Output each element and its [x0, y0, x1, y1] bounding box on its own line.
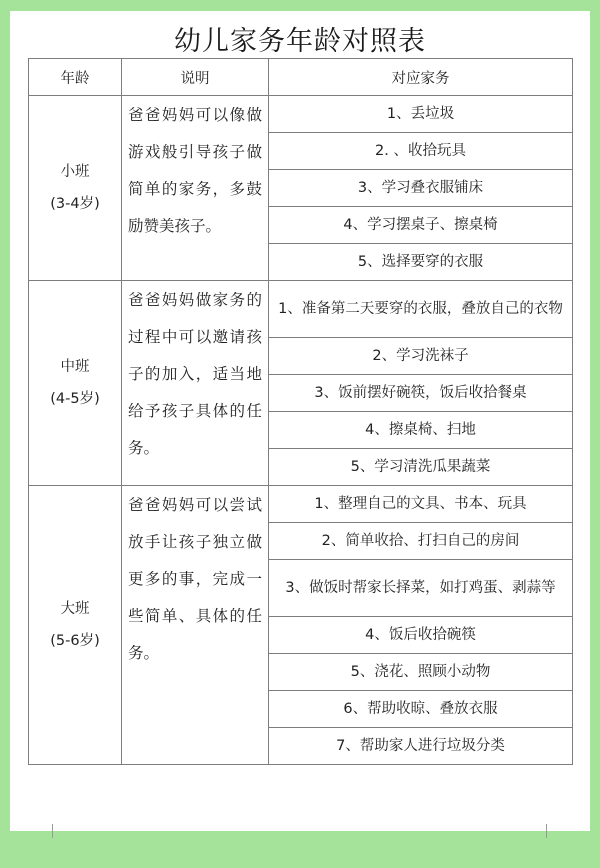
header-description: 说明: [122, 59, 269, 96]
group-middle-class: [29, 281, 573, 486]
page-title: 幼儿家务年龄对照表: [174, 26, 426, 57]
table-row: [29, 486, 573, 523]
task-item: 5、浇花、照顾小动物: [269, 654, 573, 691]
task-item: 4、学习摆桌子、擦桌椅: [269, 207, 573, 244]
description-cell: 爸爸妈妈可以像做游戏般引导孩子做简单的家务，多鼓励赞美孩子。: [122, 96, 269, 281]
description-cell: 爸爸妈妈做家务的过程中可以邀请孩子的加入，适当地给予孩子具体的任务。: [122, 281, 269, 486]
task-item: 2. 、收拾玩具: [269, 133, 573, 170]
task-item: 4、饭后收拾碗筷: [269, 617, 573, 654]
age-range: (4-5岁): [50, 391, 100, 407]
task-item: 3、做饭时帮家长择菜，如打鸡蛋、剥蒜等: [269, 560, 573, 617]
task-item: 5、学习清洗瓜果蔬菜: [269, 449, 573, 486]
age-cell: [29, 281, 122, 486]
table-row: [29, 96, 573, 133]
bottom-tick-mark: [52, 824, 53, 838]
age-range: (5-6岁): [50, 633, 100, 649]
age-range: (3-4岁): [50, 196, 100, 212]
header-age: 年龄: [29, 59, 122, 96]
class-name: 小班: [60, 164, 90, 180]
group-large-class: [29, 486, 573, 765]
task-item: 4、擦桌椅、扫地: [269, 412, 573, 449]
bottom-tick-mark: [546, 824, 547, 838]
task-item: 6、帮助收晾、叠放衣服: [269, 691, 573, 728]
chores-table: [28, 58, 573, 765]
task-item: 1、丢垃圾: [269, 96, 573, 133]
task-item: 2、学习洗袜子: [269, 338, 573, 375]
age-cell: [29, 96, 122, 281]
task-item: 2、简单收拾、打扫自己的房间: [269, 523, 573, 560]
task-item: 1、整理自己的文具、书本、玩具: [269, 486, 573, 523]
header-row: [29, 59, 573, 96]
class-name: 大班: [60, 601, 90, 617]
task-item: 1、准备第二天要穿的衣服，叠放自己的衣物: [269, 281, 573, 338]
header-tasks: 对应家务: [269, 59, 573, 96]
description-cell: 爸爸妈妈可以尝试放手让孩子独立做更多的事，完成一些简单、具体的任务。: [122, 486, 269, 765]
task-item: 3、学习叠衣服铺床: [269, 170, 573, 207]
document-sheet: [10, 11, 590, 831]
table-row: [29, 281, 573, 338]
age-cell: [29, 486, 122, 765]
task-item: 5、选择要穿的衣服: [269, 244, 573, 281]
task-item: 7、帮助家人进行垃圾分类: [269, 728, 573, 765]
group-small-class: [29, 96, 573, 281]
task-item: 3、饭前摆好碗筷，饭后收拾餐桌: [269, 375, 573, 412]
class-name: 中班: [60, 359, 90, 375]
